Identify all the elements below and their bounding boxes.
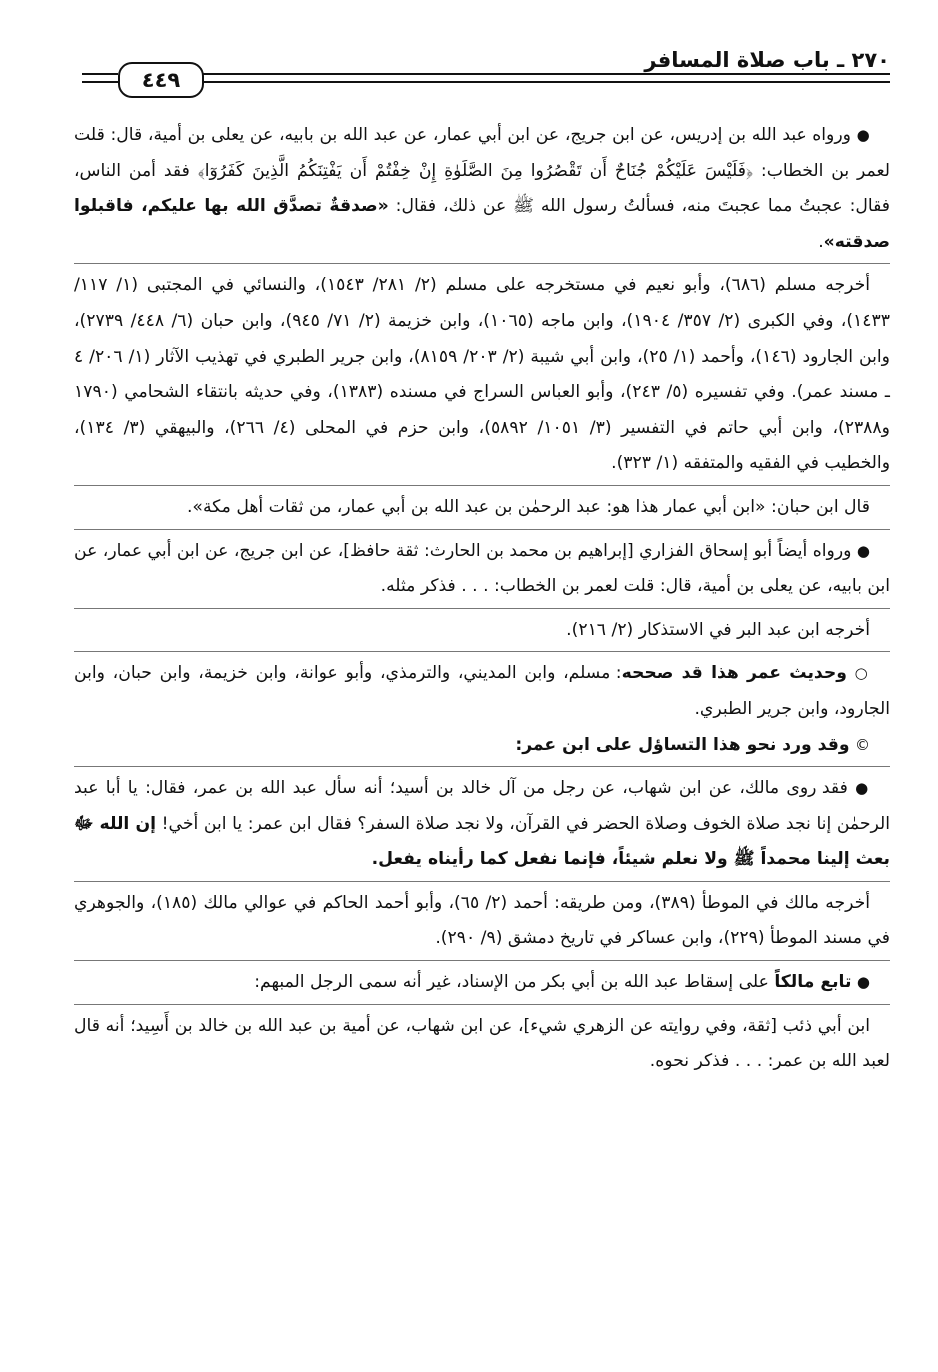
paragraph-tail: .: [818, 231, 824, 252]
bullet-marker: ●: [855, 779, 871, 798]
paragraph-4: [74, 534, 890, 605]
main-text: [74, 118, 890, 1080]
paragraph-8: [74, 771, 890, 878]
divider: [74, 960, 890, 961]
paragraph-text: على إسقاط عبد الله بن أبي بكر من الإسناد، غير أنه سمى الرجل المبهم:: [254, 972, 775, 993]
divider: [74, 766, 890, 767]
divider: [74, 881, 890, 882]
bold-lead: وحديث عمر هذا قد صححه: [621, 663, 847, 684]
header-rule-left-top: [82, 73, 118, 75]
bullet-marker: ●: [856, 973, 870, 992]
page-number-box: [118, 62, 204, 98]
paragraph-9: أخرجه مالك في الموطأ (٣٨٩)، ومن طريقه: أحمد (٢/ ٦٥)، وأبو أحمد الحاكم في عوالي مالك (١٨٥)، والجوهري في مسند الموطأ (٢٢٩)، وابن عساكر في تاريخ دمشق (٩/ ٢٩٠).: [74, 892, 890, 949]
paragraph-2: أخرجه مسلم (٦٨٦)، وأبو نعيم في مستخرجه على مسلم (٢/ ٢٨١/ ١٥٤٣)، والنسائي في المجتبى (١/ ١١٧/ ١٤٣٣)، وفي الكبرى (٢/ ٣٥٧/ ١٩٠٤)، وابن ماجه (١٠٦٥)، وابن خزيمة (٢/ ٧١/ ٩٤٥)، وابن حبان (٦/ ٤٤٨/ ٢٧٣٩)، وابن الجارود (١٤٦)، وأحمد (١/ ٢٥)، وابن أبي شيبة (٢/ ٢٠٣/ ٨١٥٩)، وابن جرير الطبري في تهذيب الآثار (١/ ٢٠٦/ ٤ ـ مسند عمر). وفي تفسيره (٥/ ٢٤٣)، وأبو العباس السراج في مسنده (١٣٨٣)، وفي حديثه بانتقاء الشحامي (١٧٩٠ و٢٣٨٨)، وابن أبي حاتم في التفسير (٣/ ١٠٥١/ ٥٨٩٢)، وابن حزم في المحلى (٤/ ٢٦٦)، والبيهقي (٣/ ١٣٤)، والخطيب في الفقيه والمتفقه (١/ ٣٢٣).: [74, 275, 890, 474]
divider: [74, 651, 890, 652]
divider: [74, 485, 890, 486]
paragraph-3: قال ابن حبان: «ابن أبي عمار هذا هو: عبد الرحمٰن بن عبد الله بن أبي عمار، من ثقات أهل مكة».: [186, 496, 870, 517]
divider: [74, 608, 890, 609]
hadith-quote: «صدقةٌ تصدَّق الله بها عليكم، فاقبلوا صدقته»: [74, 196, 890, 252]
chapter-title: ٢٧٠ ـ باب صلاة المسافر: [634, 48, 890, 72]
section-marker: ©: [855, 735, 870, 754]
bold-lead: تابع مالكاً: [774, 972, 852, 993]
athar-quote: إن الله ﷻ بعث إلينا محمداً ﷺ ولا نعلم شيئاً، فإنما نفعل كما رأيناه يفعل.: [74, 813, 890, 870]
paragraph-text: ورواه أيضاً أبو إسحاق الفزاري [إبراهيم بن محمد بن الحارث: ثقة حافظ]، عن ابن جريج، عن ابن أبي عمار، عن ابن بابيه، عن يعلى بن أمية، قال: قلت لعمر بن الخطاب: . . . فذكر مثله.: [74, 540, 890, 597]
paragraph-text: : مسلم، وابن المديني، والترمذي، وأبو عوانة، وابن خزيمة، وابن حبان، وابن الجارود، وابن جرير الطبري.: [74, 663, 890, 719]
paragraph-text: ورواه عبد الله بن إدريس، عن ابن جريج، عن ابن أبي عمار، عن عبد الله بن بابيه، عن يعلى بن أمية، قال: قلت لعمر بن الخطاب: ﴿فَلَيْسَ عَلَيْكُمْ جُنَاحٌ أَن تَقْصُرُوا مِنَ الصَّلَوٰةِ إِنْ خِفْتُمْ أَن يَفْتِنَكُمُ الَّذِينَ كَفَرُوٓا﴾ فقد أمن الناس، فقال: عجبتُ مما عجبتَ منه، فسألتُ رسول الله ﷺ عن ذلك، فقال:: [74, 125, 890, 217]
paragraph-11: ابن أبي ذئب [ثقة، وفي روايته عن الزهري شيء]، عن ابن شهاب، عن أمية بن عبد الله بن خالد بن أَسِيد؛ أنه قال لعبد الله بن عمر: . . . فذكر نحوه.: [74, 1015, 890, 1072]
bullet-marker: ●: [856, 541, 870, 560]
paragraph-7: [74, 728, 890, 764]
page-header: [82, 46, 890, 106]
divider: [74, 263, 890, 264]
header-rule-right-bottom: [200, 81, 890, 83]
section-heading: وقد ورد نحو هذا التساؤل على ابن عمر:: [515, 734, 850, 755]
paragraph-10: [74, 965, 890, 1001]
paragraph-1: [74, 118, 890, 260]
circle-marker: ○: [854, 664, 871, 683]
paragraph-text: فقد روى مالك، عن ابن شهاب، عن رجل من آل خالد بن أسيد؛ أنه سأل عبد الله بن عمر، فقال: يا أبا عبد الرحمٰن إنا نجد صلاة الخوف وصلاة الحضر في القرآن، ولا نجد صلاة السفر؟ فقال ابن عمر: يا ابن أخي!: [74, 778, 890, 834]
header-rule-left-bottom: [82, 81, 118, 83]
divider: [74, 529, 890, 530]
page-number: ٤٤٩: [141, 68, 181, 92]
bullet-marker: ●: [856, 126, 871, 144]
header-rule-right-top: [200, 73, 890, 75]
paragraph-6: [74, 656, 890, 727]
paragraph-5: أخرجه ابن عبد البر في الاستذكار (٢/ ٢١٦).: [566, 619, 870, 640]
divider: [74, 1004, 890, 1005]
